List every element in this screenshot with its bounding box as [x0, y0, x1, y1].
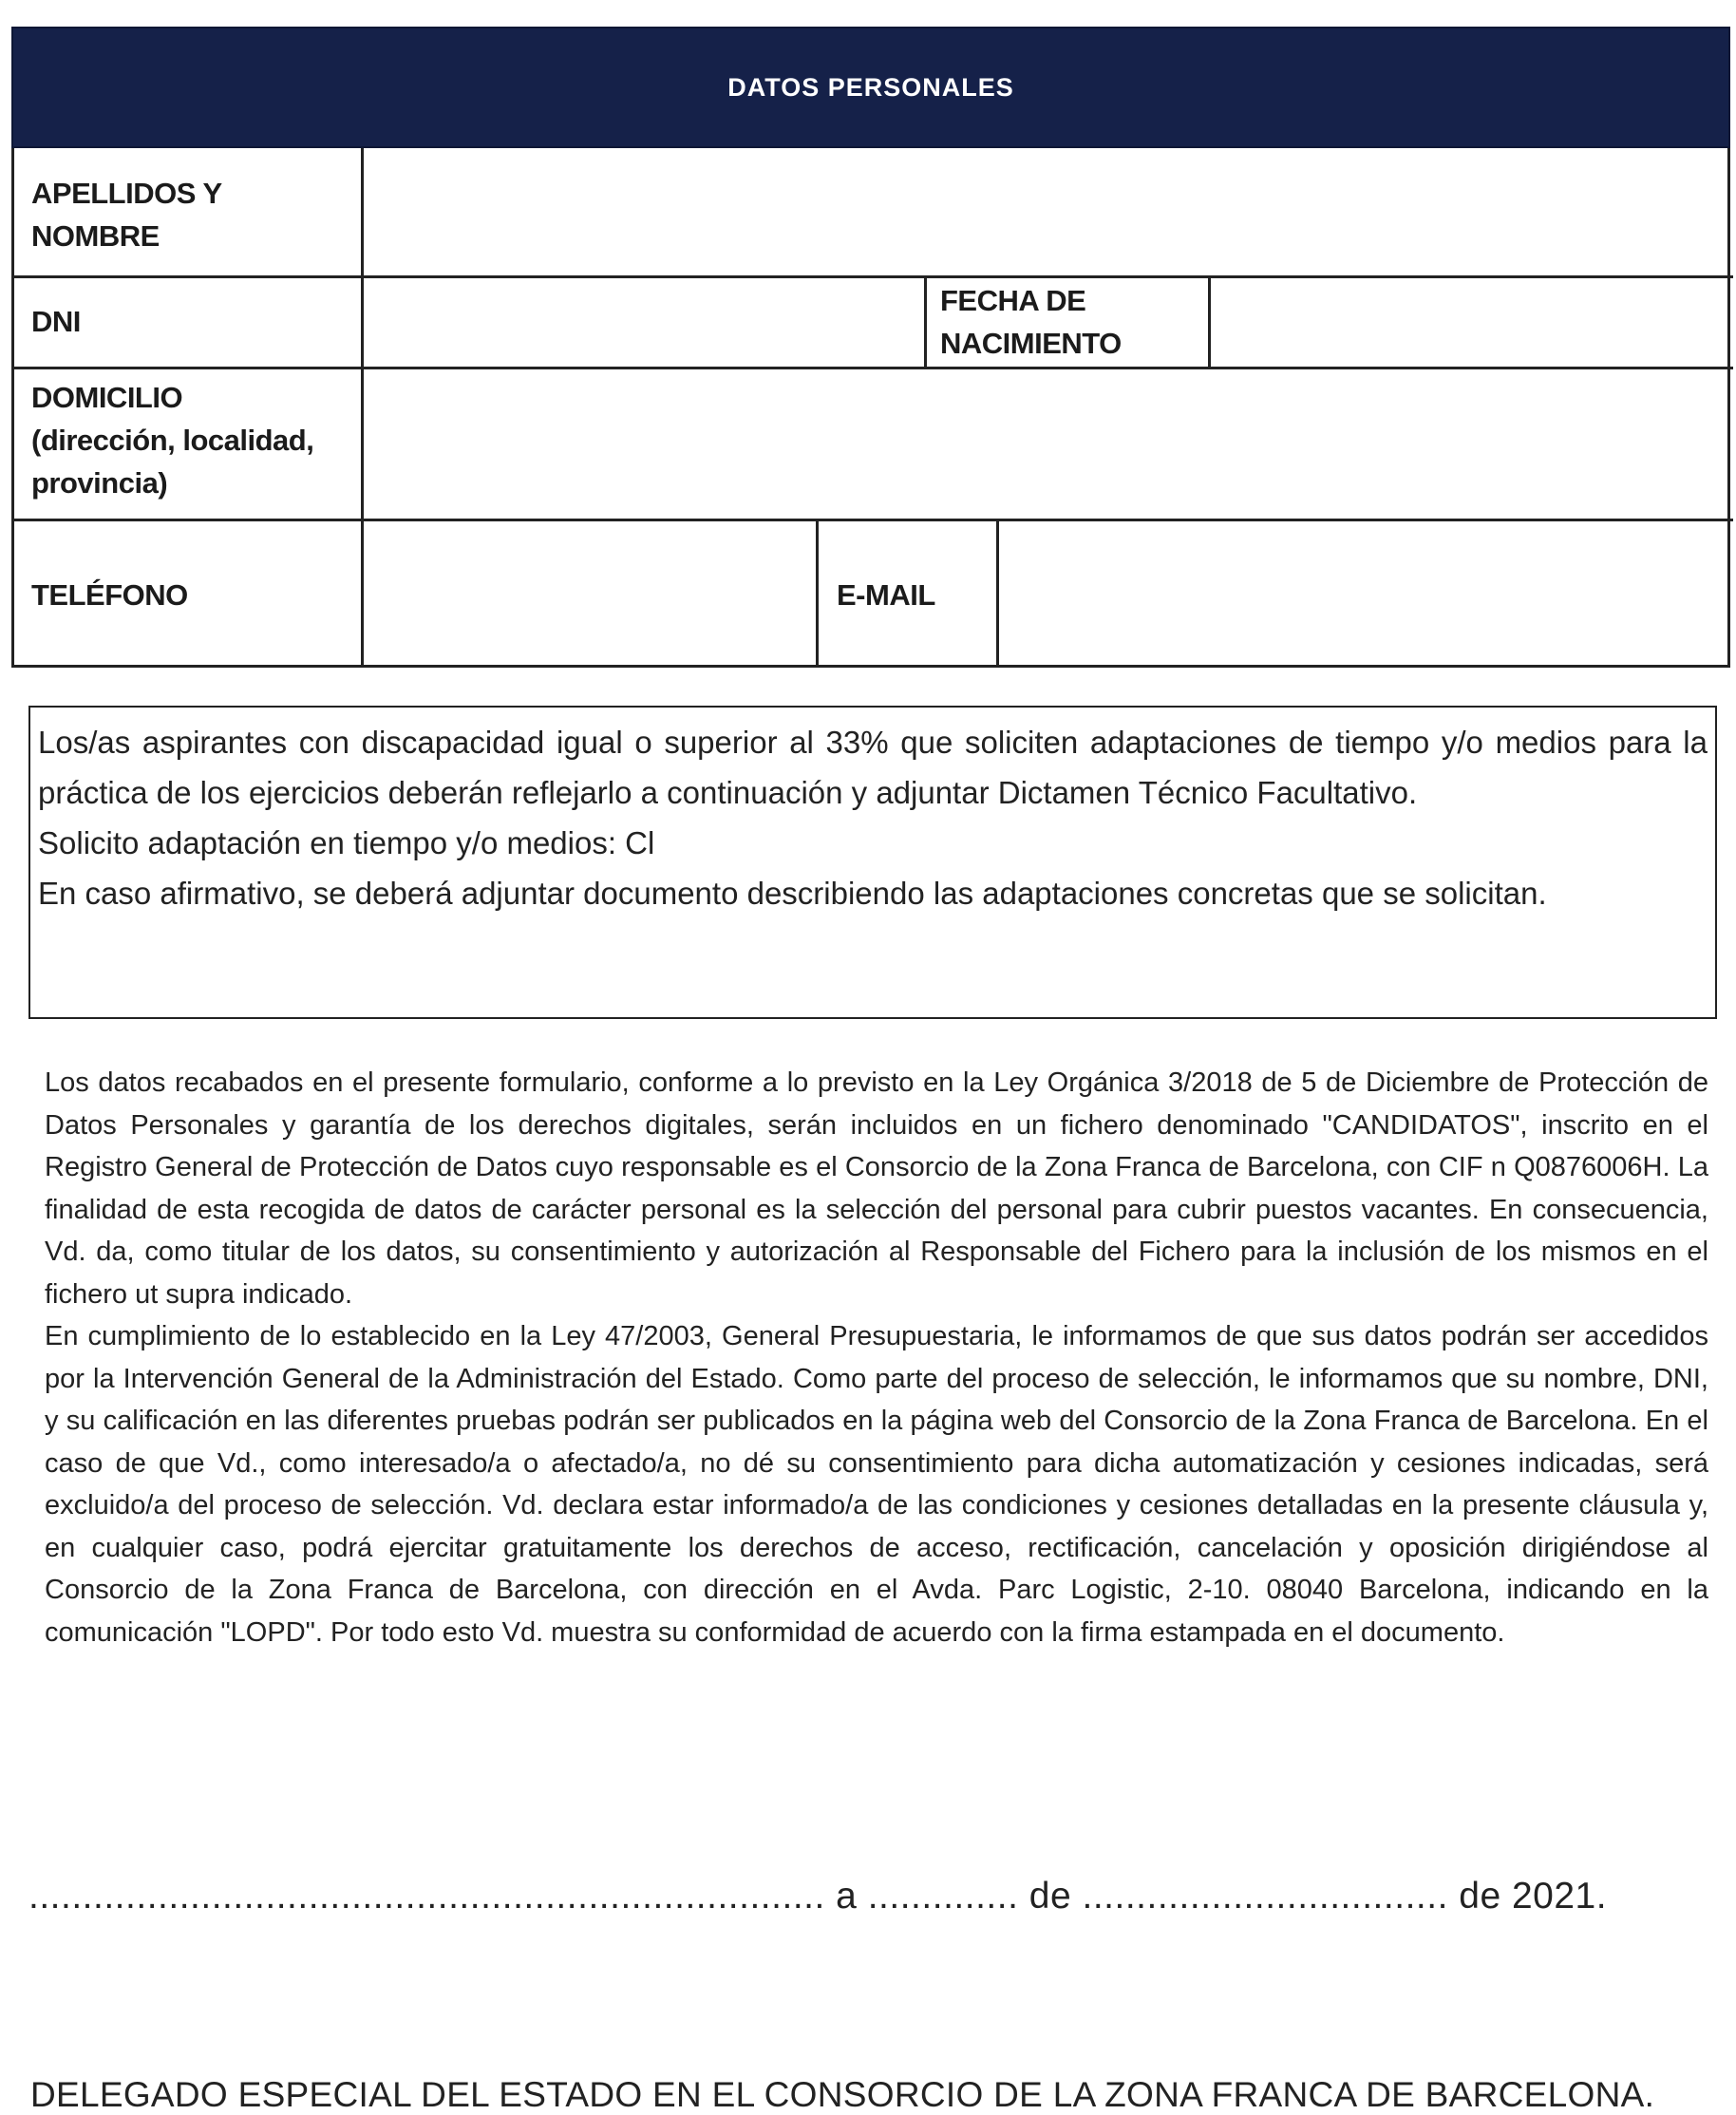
column-divider	[924, 275, 927, 367]
column-divider	[816, 519, 819, 668]
address-label-line2: (dirección, localidad,	[31, 424, 314, 457]
place-blank[interactable]: ..........................................................................	[28, 1876, 825, 1917]
birth-date-label	[940, 279, 1122, 365]
address-label-line3: provincia)	[31, 466, 168, 500]
legal-notice	[45, 1062, 1708, 1653]
personal-data-table	[11, 27, 1730, 668]
disability-box	[28, 706, 1717, 1019]
year-text: de 2021.	[1459, 1876, 1608, 1917]
month-blank[interactable]: ..................................	[1082, 1876, 1448, 1917]
birth-date-label-line2: NACIMIENTO	[940, 327, 1122, 360]
address-label-line1: DOMICILIO	[31, 381, 183, 414]
adaptation-request-line[interactable]: Solicito adaptación en tiempo y/o medios: Cl	[38, 825, 655, 860]
a-word: a	[836, 1876, 858, 1917]
table-header-title: DATOS PERSONALES	[727, 72, 1014, 102]
name-label-line1: APELLIDOS Y	[31, 177, 222, 210]
addressee-footer: DELEGADO ESPECIAL DEL ESTADO EN EL CONSORCIO DE LA ZONA FRANCA DE BARCELONA.	[30, 2075, 1655, 2114]
de-word: de	[1028, 1876, 1072, 1917]
disability-note: En caso afirmativo, se deberá adjuntar documento describiendo las adaptaciones concretas que se solicitan.	[38, 876, 1547, 911]
phone-label: TELÉFONO	[31, 578, 188, 612]
dni-field[interactable]	[364, 278, 924, 367]
legal-paragraph-1: Los datos recabados en el presente formulario, conforme a lo previsto en la Ley Orgánica 3/2018 de 5 de Diciembre de Protección de Datos Personales y garantía de los derechos digitales, serán incluidos en un fichero denominado "CANDIDATOS", inscrito en el Registro General de Protección de Datos cuyo responsable es el Consorcio de la Zona Franca de Barcelona, con CIF n Q0876006H. La finalidad de esta recogida de datos de carácter personal es la selección del personal para cubrir puestos vacantes. En consecuencia, Vd. da, como titular de los datos, su consentimiento y autorización al Responsable del Fichero para la inclusión de los mismos en el fichero ut supra indicado.	[45, 1067, 1708, 1310]
birth-date-label-line1: FECHA DE	[940, 284, 1086, 317]
table-header	[11, 27, 1730, 148]
address-label	[31, 376, 313, 504]
disability-paragraph: Los/as aspirantes con discapacidad igual o superior al 33% que soliciten adaptaciones de tiempo y/o medios para la práctica de los ejercicios deberán reflejarlo a continuación y adjuntar Dictamen Técnico Facultativo.	[38, 725, 1708, 810]
birth-date-field[interactable]	[1211, 278, 1727, 367]
name-label	[31, 172, 222, 257]
email-label: E-MAIL	[837, 578, 935, 612]
legal-paragraph-2: En cumplimiento de lo establecido en la Ley 47/2003, General Presupuestaria, le informamos de que sus datos podrán ser accedidos por la Intervención General de la Administración del Estado. Como parte del proceso de selección, le informamos que su nombre, DNI, y su calificación en las diferentes pruebas podrán ser publicados en la página web del Consorcio de la Zona Franca de Barcelona. En el caso de que Vd., como interesado/a o afectado/a, no dé su consentimiento para dicha automatización y cesiones indicadas, será excluido/a del proceso de selección. Vd. declara estar informado/a de las condiciones y cesiones detalladas en la presente cláusula y, en cualquier caso, podrá ejercitar gratuitamente los derechos de acceso, rectificación, cancelación y oposición dirigiéndose al Consorcio de la Zona Franca de Barcelona, con dirección en el Avda. Parc Logistic, 2-10. 08040 Barcelona, indicando en la comunicación "LOPD". Por todo esto Vd. muestra su conformidad de acuerdo con la firma estampada en el documento.	[45, 1321, 1708, 1648]
dni-label: DNI	[31, 305, 81, 338]
name-field[interactable]	[364, 148, 1727, 275]
phone-field[interactable]	[364, 521, 816, 665]
place-date-line	[28, 1876, 1662, 1917]
email-field[interactable]	[999, 521, 1727, 665]
address-field[interactable]	[364, 369, 1727, 519]
table-grid	[11, 148, 1730, 668]
day-blank[interactable]: ..............	[867, 1876, 1019, 1917]
name-label-line2: NOMBRE	[31, 219, 160, 253]
